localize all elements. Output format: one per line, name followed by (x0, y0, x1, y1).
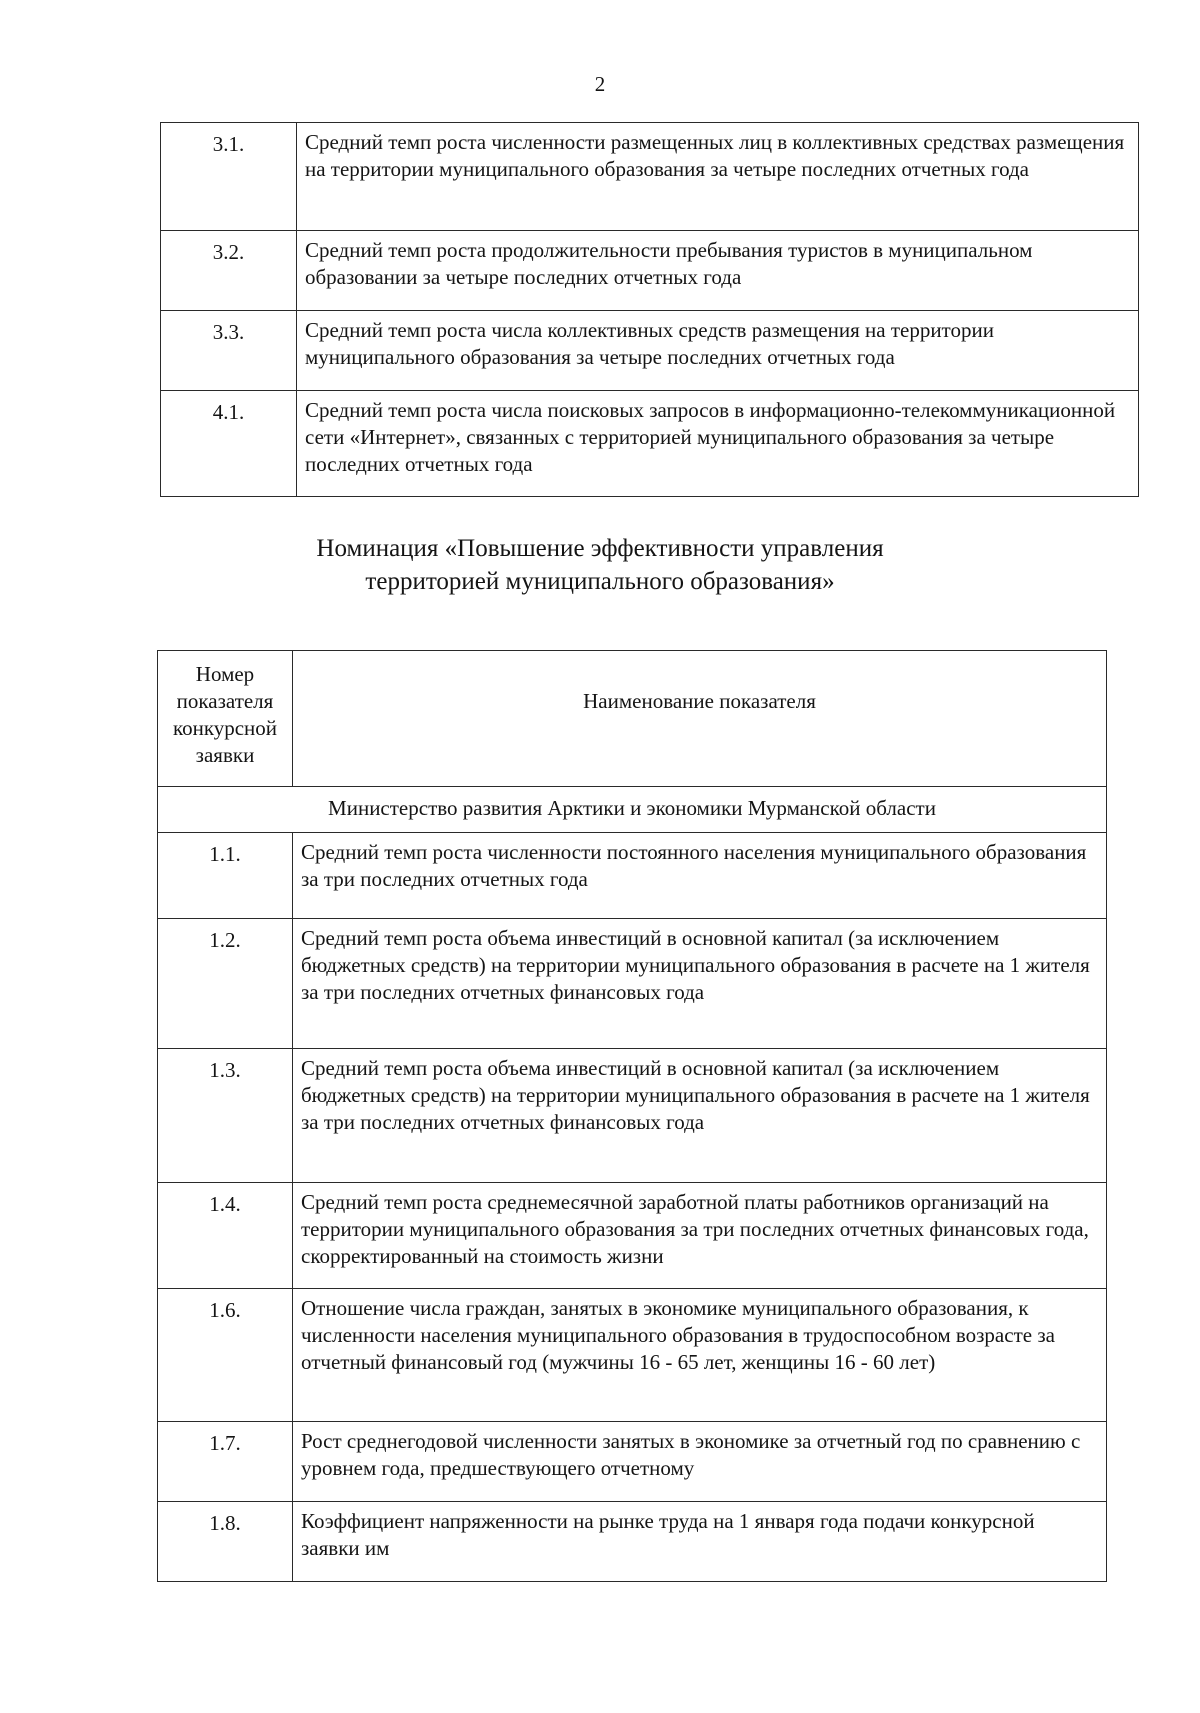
section-title: Министерство развития Арктики и экономики Мурманской области (158, 787, 1107, 833)
indicator-number: 3.1. (161, 123, 297, 231)
indicator-number: 1.2. (158, 919, 293, 1049)
indicator-name: Средний темп роста численности размещенных лиц в коллективных средствах размещения на территории муниципального образования за четыре последних отчетных года (297, 123, 1139, 231)
indicator-name: Коэффициент напряженности на рынке труда на 1 января года подачи конкурсной заявки им (293, 1502, 1107, 1582)
indicator-name: Средний темп роста среднемесячной заработной платы работников организаций на территории муниципального образования за три последних отчетных финансовых года, скорректированный на стоимость жизни (293, 1183, 1107, 1289)
nomination-title-line-2: территорией муниципального образования» (365, 568, 835, 595)
nomination-title (0, 532, 1200, 598)
table-row (158, 1502, 1107, 1582)
table-row (158, 919, 1107, 1049)
table-row (158, 1183, 1107, 1289)
column-header-number: Номер показателя конкурсной заявки (158, 651, 293, 787)
indicator-name: Средний темп роста числа коллективных средств размещения на территории муниципального образования за четыре последних отчетных года (297, 311, 1139, 391)
table-row (158, 1289, 1107, 1422)
indicator-name: Отношение числа граждан, занятых в экономике муниципального образования, к численности населения муниципального образования в трудоспособном возрасте за отчетный финансовый год (мужчины 16 - 65 лет, женщины 16 - 60 лет) (293, 1289, 1107, 1422)
table-header-row (158, 651, 1107, 787)
indicator-name: Рост среднегодовой численности занятых в экономике за отчетный год по сравнению с уровнем года, предшествующего отчетному (293, 1422, 1107, 1502)
indicator-name: Средний темп роста численности постоянного населения муниципального образования за три последних отчетных года (293, 833, 1107, 919)
table-row (158, 1422, 1107, 1502)
table-row (161, 311, 1139, 391)
indicator-number: 1.1. (158, 833, 293, 919)
indicator-number: 1.7. (158, 1422, 293, 1502)
indicator-name: Средний темп роста продолжительности пребывания туристов в муниципальном образовании за четыре последних отчетных года (297, 231, 1139, 311)
indicator-number: 1.8. (158, 1502, 293, 1582)
table-row (158, 1049, 1107, 1183)
indicator-number: 1.4. (158, 1183, 293, 1289)
indicator-number: 1.6. (158, 1289, 293, 1422)
indicator-name: Средний темп роста объема инвестиций в основной капитал (за исключением бюджетных средств) на территории муниципального образования в расчете на 1 жителя за три последних отчетных финансовых года (293, 919, 1107, 1049)
indicator-name: Средний темп роста числа поисковых запросов в информационно-телекоммуникационной сети «Интернет», связанных с территорией муниципального образования за четыре последних отчетных года (297, 391, 1139, 497)
section-row (158, 787, 1107, 833)
indicators-table-continued (160, 122, 1139, 497)
indicator-number: 4.1. (161, 391, 297, 497)
indicator-number: 1.3. (158, 1049, 293, 1183)
indicator-number: 3.2. (161, 231, 297, 311)
table-row (161, 391, 1139, 497)
page-number: 2 (594, 72, 606, 96)
nomination-title-line-1: Номинация «Повышение эффективности управления (316, 535, 884, 562)
table-row (158, 833, 1107, 919)
indicators-table (157, 650, 1107, 1582)
table-row (161, 231, 1139, 311)
table-row (161, 123, 1139, 231)
indicator-name: Средний темп роста объема инвестиций в основной капитал (за исключением бюджетных средств) на территории муниципального образования в расчете на 1 жителя за три последних отчетных финансовых года (293, 1049, 1107, 1183)
column-header-name: Наименование показателя (293, 651, 1107, 787)
indicator-number: 3.3. (161, 311, 297, 391)
